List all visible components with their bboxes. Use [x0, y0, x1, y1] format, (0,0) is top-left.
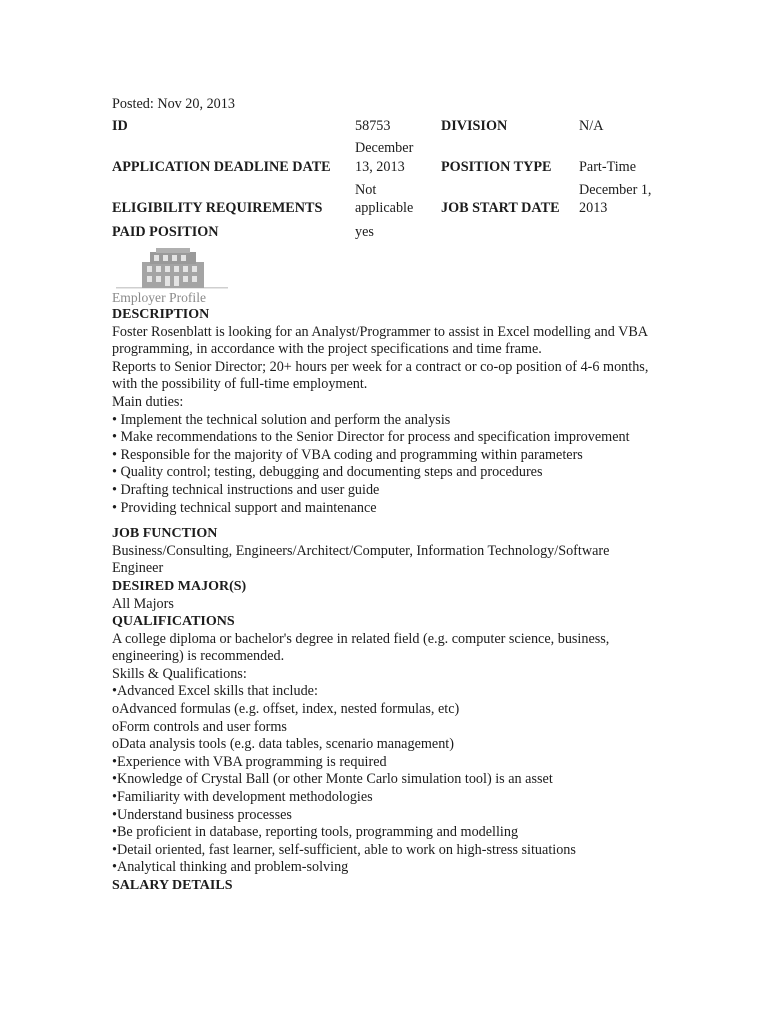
qualification-item: •Analytical thinking and problem-solving: [112, 859, 349, 876]
job-start-label: JOB START DATE: [441, 200, 560, 216]
qualification-item: oAdvanced formulas (e.g. offset, index, nested formulas, etc): [112, 701, 460, 718]
deadline-value-line2: 13, 2013: [355, 159, 405, 175]
job-start-value-line1: December 1,: [579, 182, 652, 198]
description-para-2: Reports to Senior Director; 20+ hours per week for a contract or co-op position of 4-6 months, with the possibility of full-time employment.: [112, 358, 649, 393]
qualification-item: •Advanced Excel skills that include:: [112, 683, 318, 700]
job-function-value: Business/Consulting, Engineers/Architect/Computer, Information Technology/Software Engineer: [112, 542, 610, 577]
employer-building-icon[interactable]: [112, 246, 232, 290]
deadline-label: APPLICATION DEADLINE DATE: [112, 159, 331, 175]
qualification-item: •Detail oriented, fast learner, self-sufficient, able to work on high-stress situations: [112, 841, 576, 858]
desired-majors-heading: DESIRED MAJOR(S): [112, 578, 247, 594]
duty-item: • Providing technical support and maintenance: [112, 499, 377, 516]
eligibility-label: ELIGIBILITY REQUIREMENTS: [112, 200, 323, 216]
duty-item: • Implement the technical solution and perform the analysis: [112, 411, 451, 428]
description-heading: DESCRIPTION: [112, 307, 210, 322]
division-value: N/A: [579, 118, 604, 134]
eligibility-value-line2: applicable: [355, 200, 414, 216]
id-label: ID: [112, 118, 128, 134]
qualification-item: •Knowledge of Crystal Ball (or other Monte Carlo simulation tool) is an asset: [112, 771, 553, 788]
job-function-heading: JOB FUNCTION: [112, 526, 218, 542]
posted-date: Posted: Nov 20, 2013: [112, 96, 235, 112]
qualification-item: oData analysis tools (e.g. data tables, scenario management): [112, 736, 454, 753]
qualification-item: •Understand business processes: [112, 806, 292, 823]
skills-label: Skills & Qualifications:: [112, 665, 247, 682]
job-start-value-line2: 2013: [579, 200, 608, 216]
paid-position-value: yes: [355, 224, 374, 240]
duty-item: • Quality control; testing, debugging and documenting steps and procedures: [112, 464, 543, 481]
desired-majors-value: All Majors: [112, 595, 174, 612]
duties-label: Main duties:: [112, 393, 184, 410]
qualifications-intro: A college diploma or bachelor's degree in related field (e.g. computer science, business, engineering) is recommended.: [112, 630, 610, 665]
qualification-item: •Be proficient in database, reporting tools, programming and modelling: [112, 824, 519, 841]
position-type-value: Part-Time: [579, 159, 637, 175]
salary-heading: SALARY DETAILS: [112, 878, 233, 893]
qualifications-heading: QUALIFICATIONS: [112, 614, 235, 630]
duty-item: • Drafting technical instructions and user guide: [112, 481, 380, 498]
qualification-item: •Experience with VBA programming is required: [112, 753, 387, 770]
duty-item: • Make recommendations to the Senior Director for process and specification improvement: [112, 429, 630, 446]
paid-position-label: PAID POSITION: [112, 224, 219, 240]
employer-profile-link[interactable]: Employer Profile: [112, 290, 207, 305]
division-label: DIVISION: [441, 118, 508, 134]
eligibility-value-line1: Not: [355, 182, 377, 198]
duty-item: • Responsible for the majority of VBA coding and programming within parameters: [112, 446, 583, 463]
id-value: 58753: [355, 118, 391, 134]
qualification-item: oForm controls and user forms: [112, 718, 287, 735]
description-para-1: Foster Rosenblatt is looking for an Analyst/Programmer to assist in Excel modelling and VBA programming, in accordance with the project specifications and time frame.: [112, 323, 648, 358]
deadline-value-line1: December: [355, 140, 414, 156]
position-type-label: POSITION TYPE: [441, 159, 552, 175]
posting-body: [112, 306, 652, 895]
qualification-item: •Familiarity with development methodologies: [112, 789, 373, 806]
